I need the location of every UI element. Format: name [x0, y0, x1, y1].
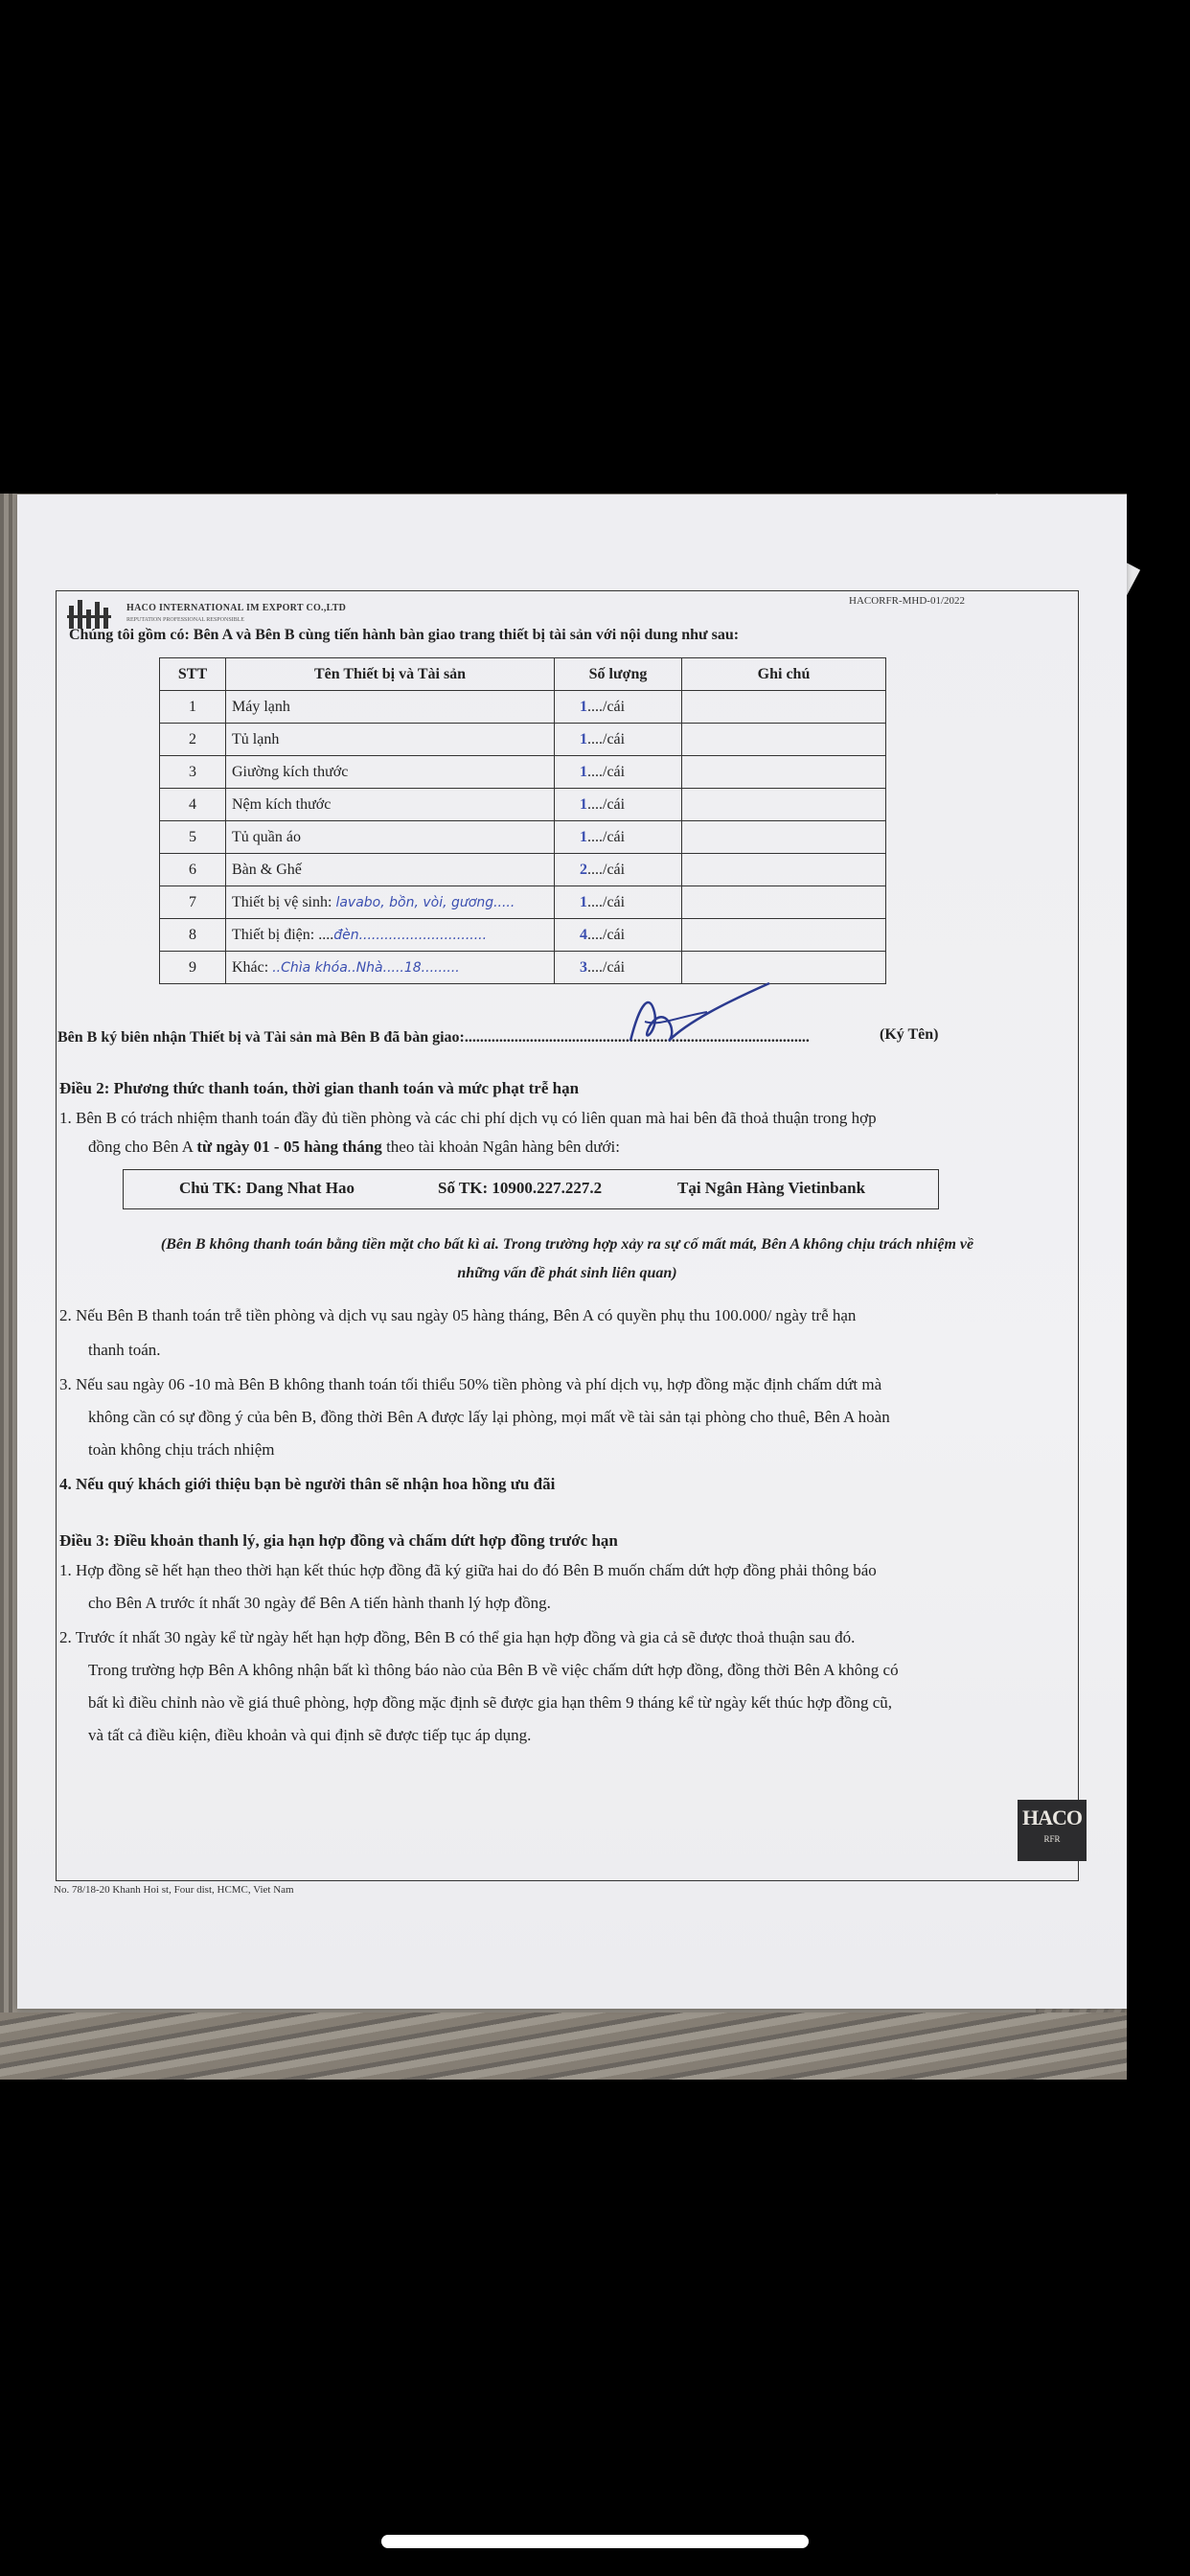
row-number: 3 — [160, 756, 226, 789]
row-number: 7 — [160, 886, 226, 919]
table-row — [160, 724, 886, 756]
item-note — [682, 789, 886, 821]
quantity-unit: ..../cái — [587, 861, 626, 878]
table-row — [160, 789, 886, 821]
item-note — [682, 919, 886, 952]
item-note — [682, 821, 886, 854]
item-name — [226, 789, 555, 821]
item-label: Tủ lạnh — [232, 730, 280, 748]
company-stamp — [1018, 1800, 1087, 1861]
column-header: Số lượng — [555, 658, 682, 691]
article-3-item-2-line-1: 2. Trước ít nhất 30 ngày kể từ ngày hết hạn hợp đồng, Bên B có thể gia hạn hợp đồng và gia cả sẽ được thoả thuận sau đó. — [59, 1628, 856, 1646]
cash-payment-note — [59, 1230, 1075, 1288]
footer-address: No. 78/18-20 Khanh Hoi st, Four dist, HCMC, Viet Nam — [54, 1884, 294, 1896]
item-quantity — [555, 821, 682, 854]
column-header: Tên Thiết bị và Tài sản — [226, 658, 555, 691]
article-2-item-3-line-2: không cần có sự đồng ý của bên B, đồng thời Bên A được lấy lại phòng, mọi mất về tài sản tại phòng cho thuê, Bên A hoàn — [88, 1408, 890, 1426]
item-label: Bàn & Ghế — [232, 861, 302, 878]
item-label: Khác: — [232, 958, 273, 976]
item-label: Máy lạnh — [232, 698, 290, 715]
article-2-item-2-line-2: thanh toán. — [88, 1341, 161, 1359]
article-2-item-3-line-1: 3. Nếu sau ngày 06 -10 mà Bên B không thanh toán tối thiểu 50% tiền phòng và phí dịch vụ, hợp đồng mặc định chấm dứt mà — [59, 1375, 882, 1393]
letterhead — [67, 598, 347, 631]
handwritten-detail: lavabo, bồn, vòi, gương..... — [335, 894, 515, 910]
table-row — [160, 886, 886, 919]
item-name — [226, 886, 555, 919]
note-line: những vấn đề phát sinh liên quan) — [457, 1265, 677, 1281]
row-number: 4 — [160, 789, 226, 821]
handwritten-quantity: 1 — [580, 893, 587, 910]
payment-window: từ ngày 01 - 05 hàng tháng — [196, 1138, 382, 1156]
account-number: Số TK: 10900.227.227.2 — [438, 1179, 603, 1197]
row-number: 6 — [160, 854, 226, 886]
item-name — [226, 691, 555, 724]
article-3-item-2-line-4: và tất cả điều kiện, điều khoản và qui định sẽ được tiếp tục áp dụng. — [88, 1726, 532, 1744]
table-row — [160, 919, 886, 952]
item-note — [682, 691, 886, 724]
handwritten-quantity: 1 — [580, 763, 587, 780]
article-2-item-3-line-3: toàn không chịu trách nhiệm — [88, 1440, 275, 1459]
item-quantity — [555, 919, 682, 952]
item-quantity — [555, 691, 682, 724]
table-row — [160, 854, 886, 886]
handwritten-quantity: 1 — [580, 828, 587, 845]
item-label: Thiết bị vệ sinh: — [232, 893, 336, 910]
signature-label: (Ký Tên) — [880, 1026, 939, 1043]
article-3-item-2-line-2: Trong trường hợp Bên A không nhận bất kì thông báo nào của Bên B về việc chấm dứt hợp đồng, đồng thời Bên A không có — [88, 1661, 899, 1679]
handwritten-quantity: 4 — [580, 926, 587, 943]
article-3-item-2-line-3: bất kì điều chỉnh nào về giá thuê phòng, hợp đồng mặc định sẽ được gia hạn thêm 9 tháng kể từ ngày kết thúc hợp đồng cũ, — [88, 1693, 893, 1712]
item-quantity — [555, 854, 682, 886]
item-quantity — [555, 789, 682, 821]
fabric-texture — [0, 2012, 1127, 2080]
item-name — [226, 756, 555, 789]
handwritten-signature — [611, 974, 784, 1060]
row-number: 2 — [160, 724, 226, 756]
article-2-item-2-line-1: 2. Nếu Bên B thanh toán trễ tiền phòng và dịch vụ sau ngày 05 hàng tháng, Bên A có quyền phụ thu 100.000/ ngày trễ hạn — [59, 1306, 857, 1324]
text-span: theo tài khoản Ngân hàng bên dưới: — [381, 1138, 620, 1156]
bank-account-box — [123, 1169, 939, 1209]
account-holder: Chủ TK: Dang Nhat Hao — [179, 1179, 355, 1197]
document-reference: HACORFR-MHD-01/2022 — [849, 595, 966, 607]
table-row — [160, 756, 886, 789]
handwritten-detail: đèn.............................. — [333, 927, 488, 943]
item-note — [682, 886, 886, 919]
item-quantity — [555, 886, 682, 919]
row-number: 9 — [160, 952, 226, 984]
company-tagline: REPUTATION PROFESSIONAL RESPONSIBLE — [126, 617, 244, 623]
stamp-line: RFR — [1043, 1834, 1061, 1844]
quantity-unit: ..../cái — [587, 795, 626, 813]
table-row — [160, 691, 886, 724]
row-number: 8 — [160, 919, 226, 952]
quantity-unit: ..../cái — [587, 926, 626, 943]
column-header: Ghi chú — [682, 658, 886, 691]
item-name — [226, 854, 555, 886]
quantity-unit: ..../cái — [587, 763, 626, 780]
article-2-title: Điều 2: Phương thức thanh toán, thời gian thanh toán và mức phạt trễ hạn — [59, 1079, 580, 1097]
item-label: Thiết bị điện: .... — [232, 926, 334, 943]
quantity-unit: ..../cái — [587, 893, 626, 910]
equipment-table — [159, 657, 886, 984]
item-quantity — [555, 756, 682, 789]
item-note — [682, 756, 886, 789]
item-name — [226, 724, 555, 756]
item-label: Giường kích thước — [232, 763, 349, 780]
quantity-unit: ..../cái — [587, 730, 626, 748]
item-name — [226, 919, 555, 952]
text-span: đồng cho Bên A — [88, 1138, 197, 1156]
handwritten-quantity: 1 — [580, 698, 587, 715]
article-2-item-4: 4. Nếu quý khách giới thiệu bạn bè người thân sẽ nhận hoa hồng ưu đãi — [59, 1475, 556, 1493]
company-name: HACO INTERNATIONAL IM EXPORT CO.,LTD — [126, 603, 347, 613]
handwritten-quantity: 1 — [580, 795, 587, 813]
item-name — [226, 821, 555, 854]
quantity-unit: ..../cái — [587, 698, 626, 715]
table-header-row — [160, 658, 886, 691]
fabric-texture — [0, 494, 17, 2080]
note-line: (Bên B không thanh toán bằng tiền mặt cho bất kì ai. Trong trường hợp xảy ra sự cố mất mát, Bên A không chịu trách nhiệm về — [160, 1236, 974, 1253]
item-note — [682, 854, 886, 886]
item-label: Nệm kích thước — [232, 795, 332, 813]
item-quantity — [555, 724, 682, 756]
article-3-title: Điều 3: Điều khoản thanh lý, gia hạn hợp đồng và chấm dứt hợp đồng trước hạn — [59, 1531, 618, 1550]
home-indicator[interactable] — [381, 2535, 809, 2548]
table-row — [160, 821, 886, 854]
contract-page — [17, 494, 1127, 2009]
row-number: 5 — [160, 821, 226, 854]
intro-text: Chúng tôi gồm có: Bên A và Bên B cùng tiến hành bàn giao trang thiết bị tài sản với nội dung như sau: — [69, 627, 740, 643]
bank-name: Tại Ngân Hàng Vietinbank — [677, 1179, 866, 1197]
article-2-item-1-line-2 — [88, 1131, 620, 1163]
article-3-item-1-line-2: cho Bên A trước ít nhất 30 ngày để Bên A tiến hành thanh lý hợp đồng. — [88, 1594, 551, 1612]
item-label: Tủ quần áo — [232, 828, 301, 845]
article-3-item-1-line-1: 1. Hợp đồng sẽ hết hạn theo thời hạn kết thúc hợp đồng đã ký giữa hai do đó Bên B muốn chấm dứt hợp đồng phải thông báo — [59, 1561, 877, 1579]
quantity-unit: ..../cái — [587, 958, 626, 976]
handwritten-quantity: 1 — [580, 730, 587, 748]
signature-line: Bên B ký biên nhận Thiết bị và Tài sản mà Bên B đã bàn giao:.......................................................................................... — [57, 1029, 810, 1046]
row-number: 1 — [160, 691, 226, 724]
article-2-item-1-line-1: 1. Bên B có trách nhiệm thanh toán đầy đủ tiền phòng và các chi phí dịch vụ có liên quan mà hai bên đã thoả thuận trong hợp — [59, 1109, 877, 1127]
handwritten-quantity: 3 — [580, 958, 587, 976]
handwritten-detail: ..Chìa khóa..Nhà.....18......... — [272, 959, 460, 976]
quantity-unit: ..../cái — [587, 828, 626, 845]
handwritten-quantity: 2 — [580, 861, 587, 878]
company-logo-icon — [67, 598, 117, 631]
column-header: STT — [160, 658, 226, 691]
item-name — [226, 952, 555, 984]
stamp-line: HACO — [1022, 1806, 1082, 1829]
item-note — [682, 724, 886, 756]
